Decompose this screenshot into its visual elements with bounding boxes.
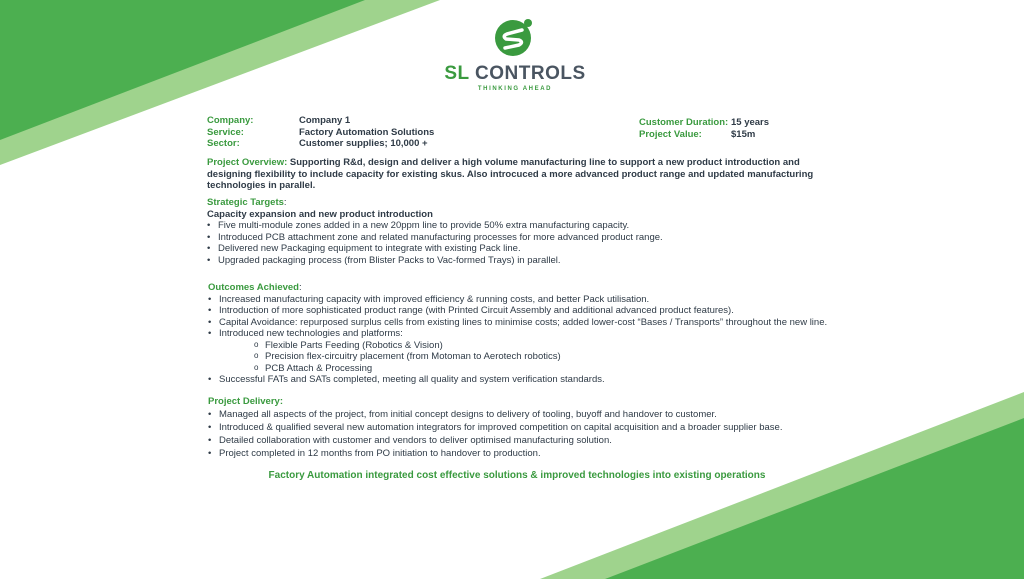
list-item: • Introduced PCB attachment zone and related manufacturing processes for more advanced product range.	[207, 232, 847, 244]
delivery-label: Project Delivery:	[208, 396, 283, 407]
outcomes-label: Outcomes Achieved	[208, 282, 299, 293]
service-row	[207, 127, 434, 139]
sector-value: Customer supplies; 10,000 +	[299, 138, 428, 149]
sub-list-item: o PCB Attach & Processing	[208, 363, 848, 375]
list-item: • Project completed in 12 months from PO initiation to handover to production.	[208, 447, 848, 460]
list-item: • Capital Avoidance: repurposed surplus cells from existing lines to minimise costs; added lower-cost “Bases / Transports” throughout the new line.	[208, 317, 848, 329]
list-item: • Five multi-module zones added in a new 20ppm line to provide 50% extra manufacturing capacity.	[207, 220, 847, 232]
outcomes-list	[208, 294, 848, 386]
outcomes-colon: :	[298, 282, 302, 293]
company-info	[207, 115, 434, 150]
brand-tagline: THINKING AHEAD	[477, 86, 553, 92]
brand-name-controls: CONTROLS	[475, 63, 586, 84]
strategic-targets	[207, 197, 847, 266]
sub-list-item: o Flexible Parts Feeding (Robotics & Vision)	[208, 340, 848, 352]
company-row	[207, 115, 434, 127]
project-summary	[639, 117, 769, 140]
strategic-colon: :	[283, 197, 287, 208]
brand-logo	[440, 18, 590, 92]
duration-label: Customer Duration:	[639, 117, 729, 128]
project-value-value: $15m	[731, 128, 756, 140]
list-item: • Upgraded packaging process (from Blister Packs to Vac-formed Trays) in parallel.	[207, 255, 847, 267]
list-item: • Successful FATs and SATs completed, meeting all quality and system verification standards.	[208, 374, 848, 386]
delivery-list	[208, 408, 848, 460]
project-value-row	[639, 129, 769, 141]
overview-label: Project Overview:	[207, 157, 288, 168]
strategic-list	[207, 220, 847, 266]
company-value: Company 1	[299, 115, 351, 126]
strategic-subtitle: Capacity expansion and new product introduction	[207, 208, 433, 220]
strategic-label: Strategic Targets	[207, 197, 284, 208]
sector-label: Sector:	[207, 138, 240, 149]
service-label: Service:	[207, 126, 244, 138]
list-item: • Introduced & qualified several new automation integrators for improved competition on capital acquisition and a broader supplier base.	[208, 421, 848, 434]
brand-name-sl: SL	[444, 63, 470, 84]
list-item: • Detailed collaboration with customer and vendors to deliver optimised manufacturing solution.	[208, 434, 848, 447]
list-item: • Introduction of more sophisticated product range (with Printed Circuit Assembly and additional advanced product features).	[208, 305, 848, 317]
service-value: Factory Automation Solutions	[299, 126, 435, 138]
overview-text: Supporting R&d, design and deliver a high volume manufacturing line to support a new product introduction and designing flexibility to include capacity for existing skus. Also introcuced a more advanced product range and updated manufacturing technologies in parallel.	[207, 157, 814, 191]
list-item: • Managed all aspects of the project, from initial concept designs to delivery of tooling, buyoff and handover to customer.	[208, 408, 848, 421]
outcomes-achieved	[208, 282, 848, 386]
list-item: • Delivered new Packaging equipment to integrate with existing Pack line.	[207, 243, 847, 255]
sector-row	[207, 138, 434, 150]
sl-controls-logo-icon	[495, 18, 535, 58]
duration-value: 15 years	[731, 117, 770, 128]
list-item: • Introduced new technologies and platforms:	[208, 328, 848, 340]
brand-name	[440, 64, 590, 84]
duration-row	[639, 117, 769, 129]
sub-list-item: o Precision flex-circuitry placement (from Motoman to Aerotech robotics)	[208, 351, 848, 363]
project-delivery	[208, 396, 848, 460]
company-label: Company:	[207, 115, 254, 126]
list-item: • Increased manufacturing capacity with improved efficiency & running costs, and better Pack utilisation.	[208, 294, 848, 306]
footer-summary: Factory Automation integrated cost effective solutions & improved technologies into existing operations	[268, 470, 766, 481]
project-overview	[207, 157, 827, 192]
project-value-label: Project Value:	[639, 128, 702, 140]
